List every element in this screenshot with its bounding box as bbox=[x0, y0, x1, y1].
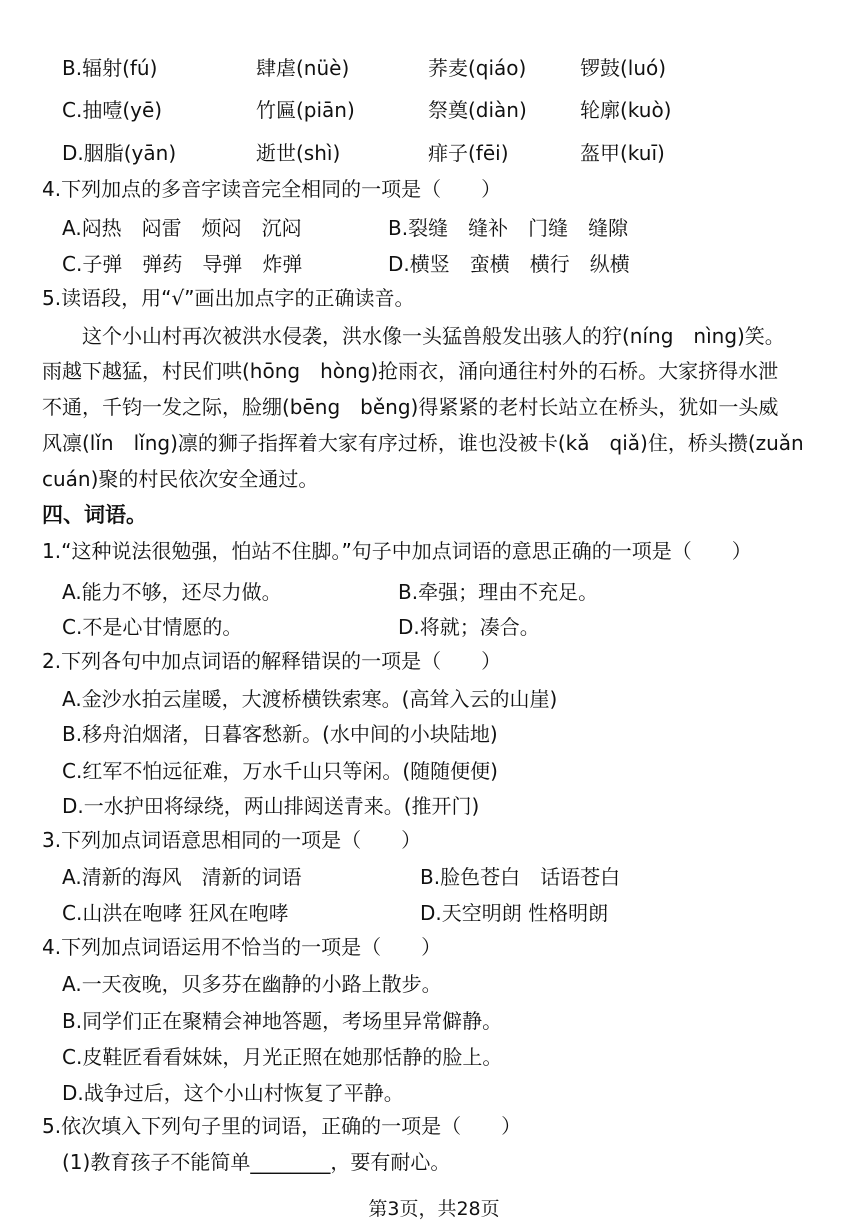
option-c-word-3: 祭奠(diàn) bbox=[428, 98, 527, 122]
s4q3-option-d: D.天空明朗 性格明朗 bbox=[420, 901, 609, 925]
section-heading: 四、词语。 bbox=[42, 503, 147, 527]
section4-question-5-stem: 5.依次填入下列句子里的词语，正确的一项是（ ） bbox=[42, 1114, 522, 1138]
s4q2-option-d: D.一水护田将绿绕，两山排闼送青来。(推开门) bbox=[62, 794, 480, 818]
s4q4-option-c: C.皮鞋匠看看妹妹，月光正照在她那恬静的脸上。 bbox=[62, 1045, 503, 1069]
s4q1-option-b: B.牵强；理由不充足。 bbox=[398, 580, 599, 604]
question-5-reading-stem: 5.读语段，用“√”画出加点字的正确读音。 bbox=[42, 286, 415, 310]
pinyin-option-row-b bbox=[0, 52, 868, 88]
option-b-word-1: B.辐射(fú) bbox=[62, 56, 158, 80]
option-b-word-3: 荞麦(qiáo) bbox=[428, 56, 527, 80]
section4-question-4-stem: 4.下列加点词语运用不恰当的一项是（ ） bbox=[42, 935, 442, 959]
s4q4-option-d: D.战争过后，这个小山村恢复了平静。 bbox=[62, 1081, 404, 1105]
option-d-word-4: 盔甲(kuī) bbox=[580, 141, 665, 165]
pinyin-option-row-d bbox=[0, 137, 868, 173]
section4-question-1-stem: 1.“这种说法很勉强，怕站不住脚。”句子中加点词语的意思正确的一项是（ ） bbox=[42, 539, 752, 563]
reading-passage-line: 风凛(lǐn lǐng)凛的狮子指挥着大家有序过桥，谁也没被卡(kǎ qiǎ)住，桥头攒(zuǎn bbox=[42, 431, 804, 455]
q4-option-b: B.裂缝 缝补 门缝 缝隙 bbox=[388, 216, 629, 240]
s4q1-option-d: D.将就；凑合。 bbox=[398, 615, 540, 639]
q4-option-a: A.闷热 闷雷 烦闷 沉闷 bbox=[62, 216, 302, 240]
reading-passage-line: 这个小山村再次被洪水侵袭，洪水像一头猛兽般发出骇人的狞(níng nìng)笑。 bbox=[42, 324, 785, 348]
reading-passage-line: 雨越下越猛，村民们哄(hōng hòng)抢雨衣，涌向通往村外的石桥。大家挤得水泄 bbox=[42, 359, 779, 383]
option-b-word-4: 锣鼓(luó) bbox=[580, 56, 667, 80]
pinyin-option-row-c bbox=[0, 94, 868, 130]
s4q2-option-b: B.移舟泊烟渚，日暮客愁新。(水中间的小块陆地) bbox=[62, 722, 498, 746]
reading-passage-line: 不通，千钧一发之际，脸绷(bēng běng)得紧紧的老村长站立在桥头，犹如一头威 bbox=[42, 395, 779, 419]
section4-question-3-stem: 3.下列加点词语意思相同的一项是（ ） bbox=[42, 828, 422, 852]
option-c-word-1: C.抽噎(yē) bbox=[62, 98, 163, 122]
reading-passage-line: cuán)聚的村民依次安全通过。 bbox=[42, 467, 319, 491]
option-d-word-1: D.胭脂(yān) bbox=[62, 141, 177, 165]
s4q2-option-c: C.红军不怕远征难，万水千山只等闲。(随随便便) bbox=[62, 759, 498, 783]
section4-question-2-stem: 2.下列各句中加点词语的解释错误的一项是（ ） bbox=[42, 649, 502, 673]
s4q3-option-a: A.清新的海风 清新的词语 bbox=[62, 865, 302, 889]
q4-option-c: C.子弹 弹药 导弹 炸弹 bbox=[62, 252, 303, 276]
s4q4-option-b: B.同学们正在聚精会神地答题，考场里异常僻静。 bbox=[62, 1009, 503, 1033]
s4q1-option-a: A.能力不够，还尽力做。 bbox=[62, 580, 282, 604]
s4q3-option-c: C.山洪在咆哮 狂风在咆哮 bbox=[62, 901, 289, 925]
s4q4-option-a: A.一天夜晚，贝多芬在幽静的小路上散步。 bbox=[62, 972, 442, 996]
option-d-word-3: 痱子(fēi) bbox=[428, 141, 509, 165]
option-c-word-2: 竹匾(piān) bbox=[256, 98, 355, 122]
s4q1-option-c: C.不是心甘情愿的。 bbox=[62, 615, 243, 639]
option-d-word-2: 逝世(shì) bbox=[256, 141, 341, 165]
q4-option-d: D.横竖 蛮横 横行 纵横 bbox=[388, 252, 630, 276]
s4q3-option-b: B.脸色苍白 话语苍白 bbox=[420, 865, 621, 889]
s4q2-option-a: A.金沙水拍云崖暖，大渡桥横铁索寒。(高耸入云的山崖) bbox=[62, 687, 558, 711]
option-c-word-4: 轮廓(kuò) bbox=[580, 98, 672, 122]
page-number-footer: 第3页，共28页 bbox=[368, 1198, 500, 1220]
s4q5-sub-item-1: (1)教育孩子不能简单________，要有耐心。 bbox=[62, 1150, 451, 1174]
question-4-polyphone-stem: 4.下列加点的多音字读音完全相同的一项是（ ） bbox=[42, 177, 502, 201]
option-b-word-2: 肆虐(nüè) bbox=[256, 56, 350, 80]
